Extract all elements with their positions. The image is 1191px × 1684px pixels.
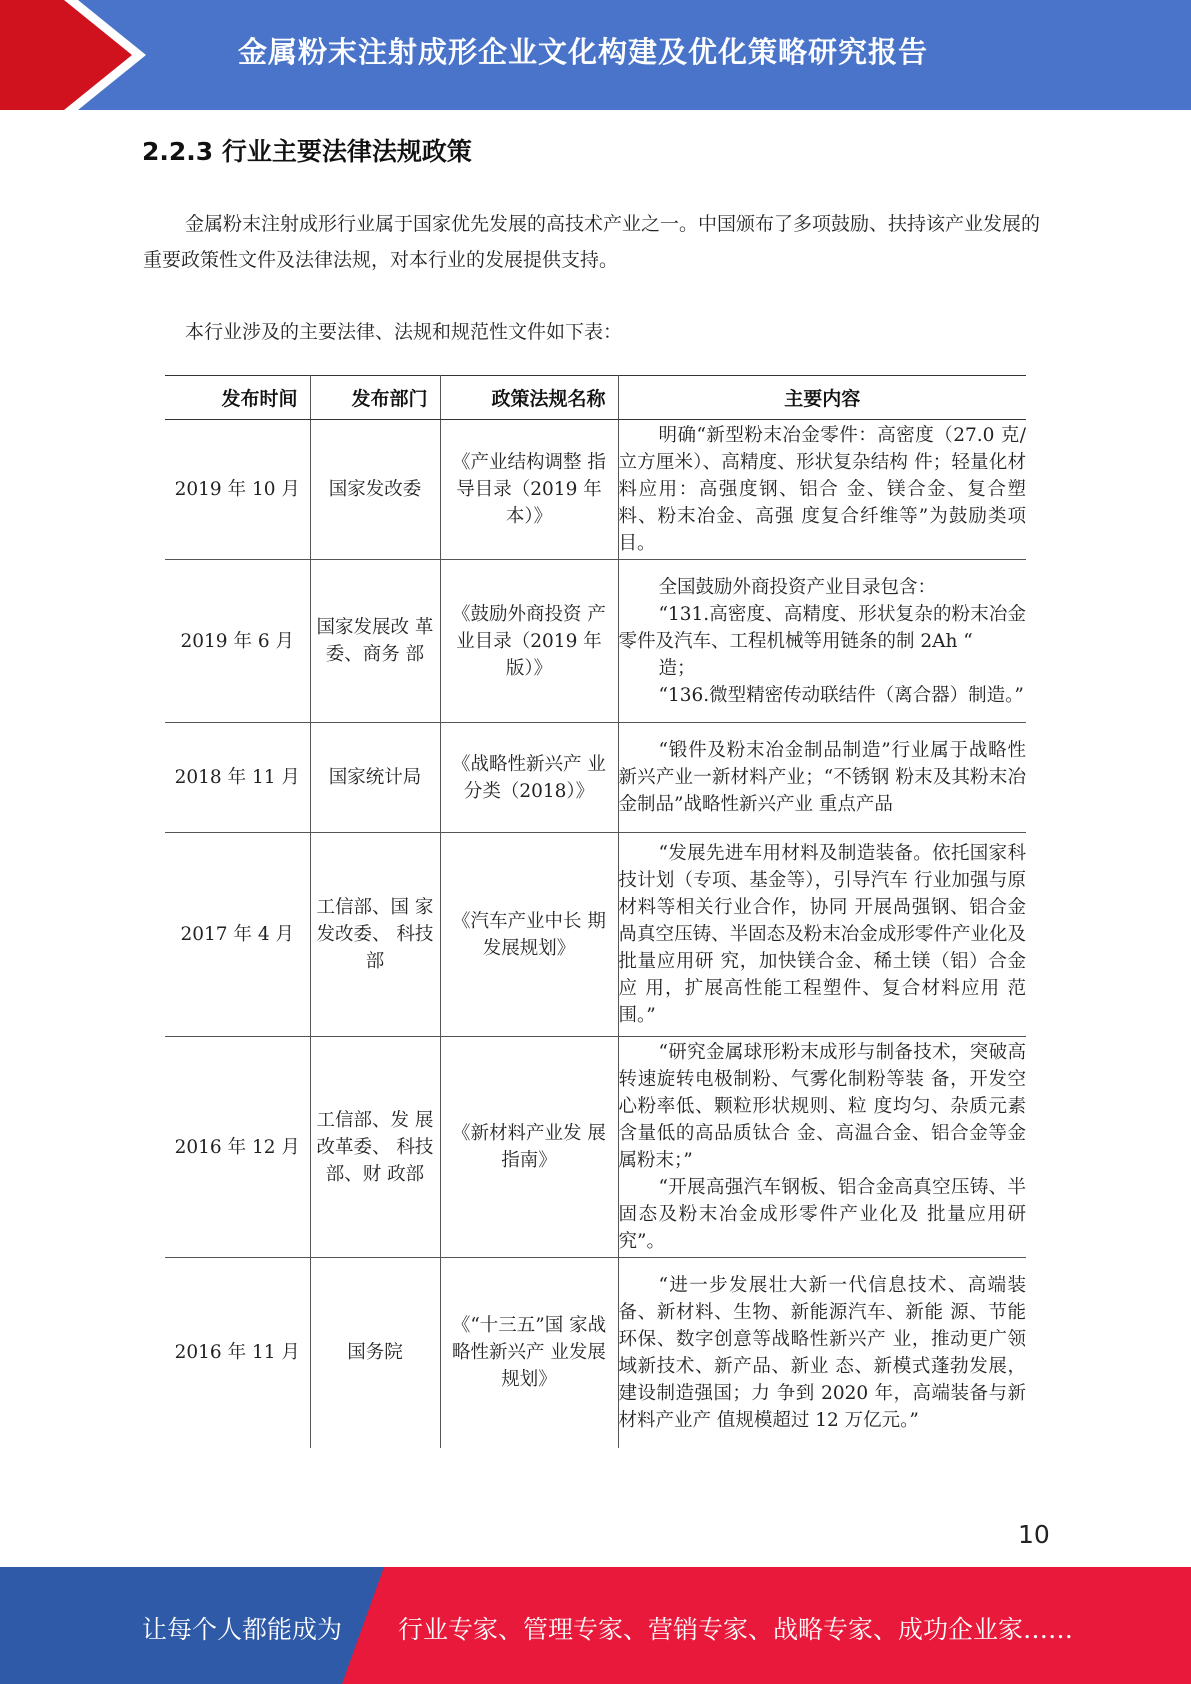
row-date: 2018 年 11 月: [165, 723, 310, 833]
row-content: [618, 560, 1026, 723]
table-row: [165, 723, 1026, 833]
row-date: 2017 年 4 月: [165, 833, 310, 1037]
table-row: [165, 833, 1026, 1037]
row-policy-name: 《“十三五”国 家战略性新兴产 业发展规划》: [440, 1258, 618, 1448]
row-department: 工信部、发 展改革委、 科技部、财 政部: [310, 1037, 440, 1258]
page-footer: [0, 1567, 1191, 1684]
row-content: [618, 833, 1026, 1037]
row-policy-name: 《汽车产业中长 期发展规划》: [440, 833, 618, 1037]
content-paragraph: “研究金属球形粉末成形与制备技术，突破高转速旋转电极制粉、气雾化制粉等装 备，开发空心粉率低、颗粒形状规则、粒 度均匀、杂质元素含量低的高品质钛合 金、高温合金、铝合金等金属粉末；”: [618, 1042, 1026, 1171]
row-department: 国家统计局: [310, 723, 440, 833]
content-paragraph: “131.高密度、高精度、形状复杂的粉末冶金零件及汽车、工程机械等用链条的制 2Ah “: [618, 603, 1026, 652]
page-header: [0, 0, 1191, 110]
row-date: 2016 年 11 月: [165, 1258, 310, 1448]
content-paragraph: 明确“新型粉末冶金零件：高密度（27.0 克/立方厘米）、高精度、形状复杂结构 件；轻量化材料应用：高强度钢、铝合 金、镁合金、复合塑料、粉末冶金、高强 度复合纤维等”为鼓励类项目。: [618, 425, 1026, 554]
intro-paragraph: 金属粉末注射成形行业属于国家优先发展的高技术产业之一。中国颁布了多项鼓励、扶持该产业发展的重要政策性文件及法律法规，对本行业的发展提供支持。: [143, 213, 1041, 271]
section-heading: 2.2.3 行业主要法律法规政策: [142, 137, 472, 166]
content-paragraph: 全国鼓励外商投资产业目录包含：: [658, 576, 937, 598]
report-title: 金属粉末注射成形企业文化构建及优化策略研究报告: [238, 35, 929, 69]
row-department: 国家发展改 革委、商务 部: [310, 560, 440, 723]
content-paragraph: “进一步发展壮大新一代信息技术、高端装备、新材料、生物、新能源汽车、新能 源、节能环保、数字创意等战略性新兴产 业，推动更广领域新技术、新产品、新业 态、新模式蓬勃发展，建设制造强国；力 争到 2020 年，高端装备与新材料产业产 值规模超过 12 万亿元。”: [618, 1274, 1026, 1431]
table-header-row: [165, 376, 1026, 420]
content-paragraph: “开展高强汽车钢板、铝合金高真空压铸、半固态及粉末冶金成形零件产业化及 批量应用研究”。: [618, 1177, 1026, 1252]
content-paragraph: “锻件及粉末冶金制品制造”行业属于战略性新兴产业一新材料产业；“不锈钢 粉末及其粉末冶金制品”战略性新兴产业 重点产品: [618, 740, 1026, 815]
policy-table: [165, 375, 1026, 1448]
content-paragraph: “136.微型精密传动联结件（离合器）制造。”: [658, 684, 1024, 706]
row-content: [618, 723, 1026, 833]
row-date: 2019 年 6 月: [165, 560, 310, 723]
page-number: 10: [1018, 1520, 1050, 1549]
content-paragraph: 造；: [658, 657, 696, 679]
row-policy-name: 《产业结构调整 指导目录（2019 年本）》: [440, 420, 618, 560]
header-content: 主要内容: [618, 376, 1026, 420]
row-date: 2019 年 10 月: [165, 420, 310, 560]
row-department: 国家发改委: [310, 420, 440, 560]
header-date: 发布时间: [165, 376, 310, 420]
row-policy-name: 《鼓励外商投资 产业目录（2019 年版）》: [440, 560, 618, 723]
table-row: [165, 1037, 1026, 1258]
table-row: [165, 1258, 1026, 1448]
content-paragraph: “发展先进车用材料及制造装备。依托国家科技计划（专项、基金等），引导汽车 行业加强与原材料等相关行业合作，协同 开展咼强钢、铝合金咼真空压铸、半固态及粉末冶金成形零件产业化及批量应用研 究，加快镁合金、稀土镁（铝）合金应 用，扩展高性能工程塑件、复合材料应用 范围。”: [618, 843, 1026, 1026]
footer-slogan-left: 让每个人都能成为: [142, 1615, 343, 1644]
row-department: 工信部、国 家发改委、 科技部: [310, 833, 440, 1037]
row-content: [618, 420, 1026, 560]
row-policy-name: 《新材料产业发 展指南》: [440, 1037, 618, 1258]
row-content: [618, 1258, 1026, 1448]
header-department: 发布部门: [310, 376, 440, 420]
row-date: 2016 年 12 月: [165, 1037, 310, 1258]
header-policy-name: 政策法规名称: [440, 376, 618, 420]
row-policy-name: 《战略性新兴产 业分类（2018）》: [440, 723, 618, 833]
table-row: [165, 560, 1026, 723]
row-department: 国务院: [310, 1258, 440, 1448]
row-content: [618, 1037, 1026, 1258]
table-intro-paragraph: 本行业涉及的主要法律、法规和规范性文件如下表：: [185, 321, 623, 343]
footer-slogan-right: 行业专家、管理专家、营销专家、战略专家、成功企业家……: [398, 1615, 1074, 1644]
table-row: [165, 420, 1026, 560]
